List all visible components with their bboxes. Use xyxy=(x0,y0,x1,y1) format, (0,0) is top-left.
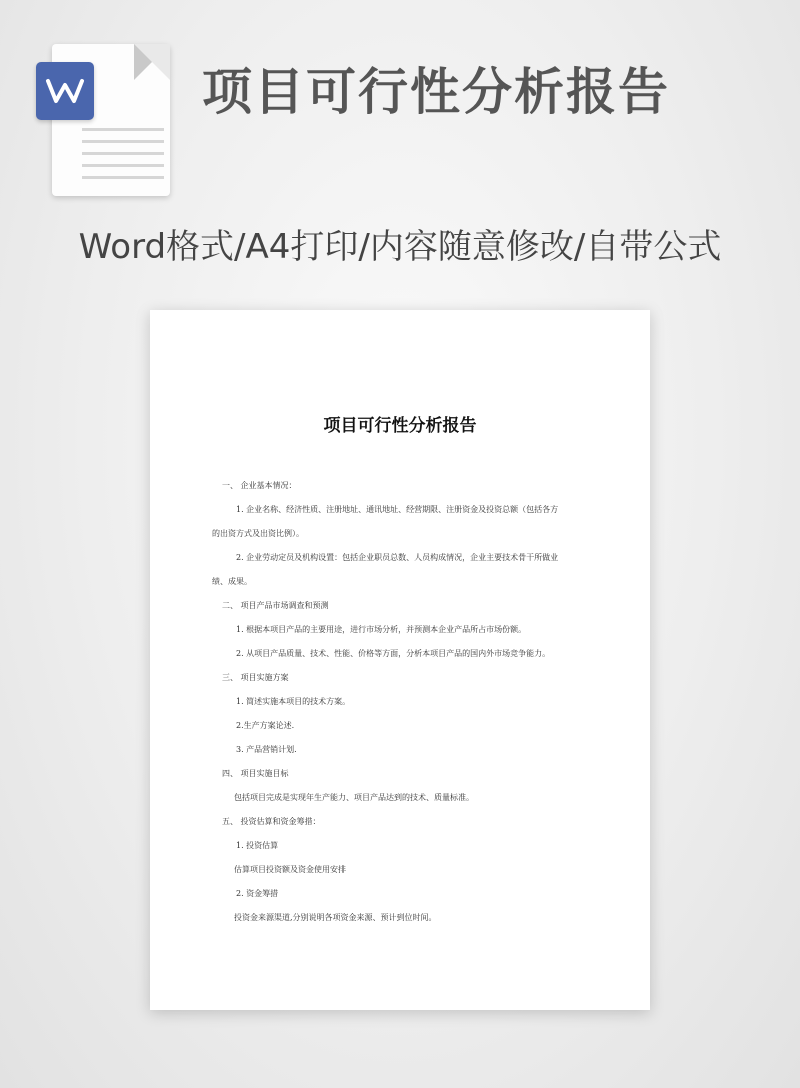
document-line: 3. 产品营销计划. xyxy=(236,745,297,754)
section-heading: 三、 项目实施方案 xyxy=(222,673,289,682)
text-line-icon xyxy=(82,164,164,167)
document-line: 2. 资金筹措 xyxy=(236,889,279,898)
document-line: 2. 企业劳动定员及机构设置：包括企业职员总数、人员构成情况，企业主要技术骨干所做业 xyxy=(236,553,559,562)
document-line: 2.生产方案论述. xyxy=(236,721,295,730)
document-line: 绩、成果。 xyxy=(212,577,252,586)
document-line: 1. 根据本项目产品的主要用途，进行市场分析，并预测本企业产品所占市场份额。 xyxy=(236,625,527,634)
document-body xyxy=(212,474,592,930)
format-subtitle: Word格式/A4打印/内容随意修改/自带公式 xyxy=(78,227,722,267)
document-line: 1. 投资估算 xyxy=(236,841,279,850)
word-badge-icon xyxy=(36,62,94,120)
section-heading: 四、 项目实施目标 xyxy=(222,769,289,778)
section-heading: 二、 项目产品市场调查和预测 xyxy=(222,601,329,610)
section-heading: 一、 企业基本情况： xyxy=(222,481,297,490)
text-line-icon xyxy=(82,152,164,155)
w-letter-icon xyxy=(45,77,85,105)
document-line: 的出资方式及出资比例）。 xyxy=(212,529,304,538)
document-line: 投资金来源渠道,分别说明各项资金来源、预计到位时间。 xyxy=(234,913,437,922)
document-line: 包括项目完成是实现年生产能力、项目产品达到的技术、质量标准。 xyxy=(234,793,474,802)
document-page xyxy=(150,310,650,1010)
text-line-icon xyxy=(82,128,164,131)
page-fold-cut xyxy=(134,44,170,80)
page-title: 项目可行性分析报告 xyxy=(202,63,670,121)
document-line: 估算项目投资额及资金使用安排 xyxy=(234,865,346,874)
document-line: 1. 企业名称、经济性质、注册地址、通讯地址、经营期限、注册资金及投资总额（包括各方 xyxy=(236,505,559,514)
document-line: 1. 简述实施本项目的技术方案。 xyxy=(236,697,351,706)
word-document-icon xyxy=(36,44,172,200)
document-line: 2. 从项目产品质量、技术、性能、价格等方面，分析本项目产品的国内外市场竞争能力。 xyxy=(236,649,551,658)
section-heading: 五、 投资估算和资金筹措： xyxy=(222,817,321,826)
document-title: 项目可行性分析报告 xyxy=(323,416,477,436)
text-line-icon xyxy=(82,176,164,179)
text-line-icon xyxy=(82,140,164,143)
